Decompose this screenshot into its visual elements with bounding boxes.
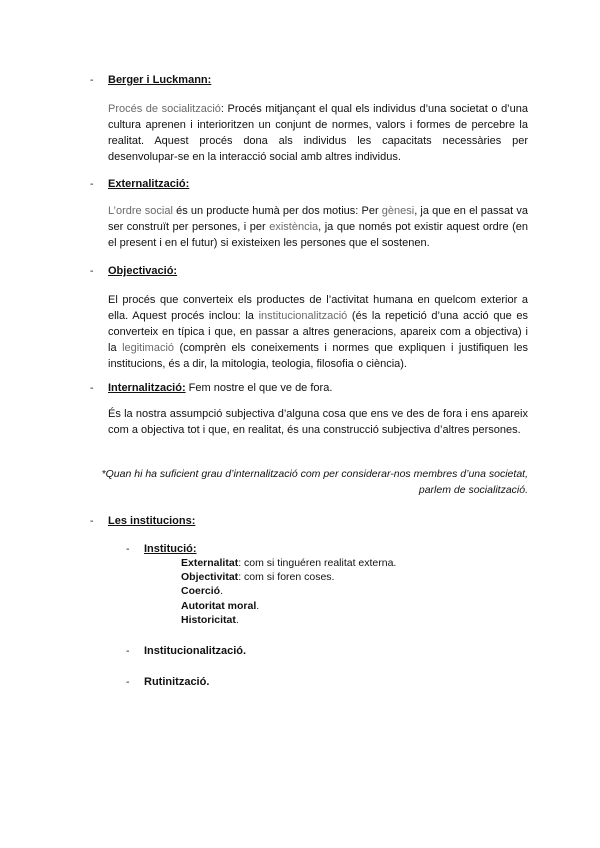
heading-institucio: Institució:: [144, 543, 197, 555]
bullet-marker: -: [90, 74, 94, 86]
term-proces-socialitzacio: Procés de socialització: [108, 103, 221, 115]
paragraph-text: és un producte humà per dos motius: Per: [172, 205, 382, 217]
paragraph-text: (és la repetició d’una acció que es converteix en típica i que, en passar a altres generacions, apareix com a objectiva) i la: [108, 310, 528, 354]
heading-internalitzacio: Internalització:: [108, 382, 186, 394]
heading-externalitzacio: Externalització:: [108, 178, 190, 190]
bullet-marker: -: [90, 382, 94, 394]
term-institucionalitzacio: institucionalització: [258, 310, 348, 322]
subitem-historicitat: [181, 613, 239, 627]
heading-rutinitzacio: Rutinització.: [144, 676, 210, 688]
paragraph-text: El procés que converteix els productes de l’activitat humana en quelcom exterior a ella. Aquest procés inclou: la: [108, 294, 528, 322]
subitem-text: .: [256, 600, 260, 612]
bullet-marker: -: [90, 515, 94, 527]
paragraph-berger: [108, 101, 528, 165]
paragraph-externalitzacio: [108, 203, 528, 251]
subitem-text: : com si foren coses.: [238, 571, 335, 583]
note-socialitzacio: [74, 466, 528, 498]
paragraph-text: (comprèn els coneixements i normes que expliquen i justifiquen les institucions, és a dir, la mitologia, teologia, filosofia o ciència).: [108, 342, 528, 370]
subitem-objectivitat: [181, 570, 334, 584]
subitem-term: Coerció: [181, 585, 221, 597]
paragraph-text: , ja que només pot existir aquest ordre (en el present i en el futur) si existeixen les persones que el sostenen.: [108, 221, 529, 249]
heading-inline-text: Fem nostre el que ve de fora.: [185, 382, 333, 394]
subitem-term: Historicitat: [181, 614, 236, 626]
note-line-2: parlem de socialització.: [418, 484, 528, 496]
subitem-autoritat-moral: [181, 599, 259, 613]
subitem-text: .: [235, 614, 239, 626]
term-existencia: existència: [269, 221, 319, 233]
paragraph-text: , ja que en el passat va ser construït per persones, i per: [108, 205, 528, 233]
heading-line-internalitzacio: [108, 380, 332, 396]
heading-objectivacio: Objectivació:: [108, 265, 178, 277]
bullet-marker: -: [126, 676, 130, 688]
term-legitimacio: legitimació: [122, 342, 175, 354]
subitem-term: Objectivitat: [181, 571, 239, 583]
paragraph-internalitzacio: És la nostra assumpció subjectiva d’alguna cosa que ens ve des de fora i ens apareix com a objectiva tot i que, en realitat, és una construcció subjectiva d’altres persones.: [108, 408, 528, 436]
paragraph-text: : Procés mitjançant el qual els individus d’una societat o d’una cultura aprenen i interioritzen un conjunt de normes, valors i formes de percebre la realitat. Aquest procés dona als individus les capacitats necessàries per desenvolupar-se en la interacció social amb altres individus.: [108, 103, 528, 163]
subitem-externalitat: [181, 556, 396, 570]
subitem-coercio: [181, 584, 223, 598]
note-line-1: *Quan hi ha suficient grau d’internalització com per considerar-nos membres d’una societat,: [101, 468, 528, 480]
subitem-text: .: [220, 585, 224, 597]
subitem-term: Autoritat moral: [181, 600, 257, 612]
subitem-term: Externalitat: [181, 557, 239, 569]
bullet-marker: -: [90, 178, 94, 190]
term-genesi: gènesi: [381, 205, 415, 217]
bullet-marker: -: [90, 265, 94, 277]
heading-berger: Berger i Luckmann:: [108, 74, 212, 86]
bullet-marker: -: [126, 543, 130, 555]
bullet-marker: -: [126, 645, 130, 657]
heading-institucionalitzacio: Institucionalització.: [144, 645, 247, 657]
subitem-text: : com si tinguéren realitat externa.: [238, 557, 397, 569]
heading-institucions: Les institucions:: [108, 515, 196, 527]
paragraph-objectivacio: [108, 292, 528, 372]
term-ordre-social: L’ordre social: [108, 205, 173, 217]
